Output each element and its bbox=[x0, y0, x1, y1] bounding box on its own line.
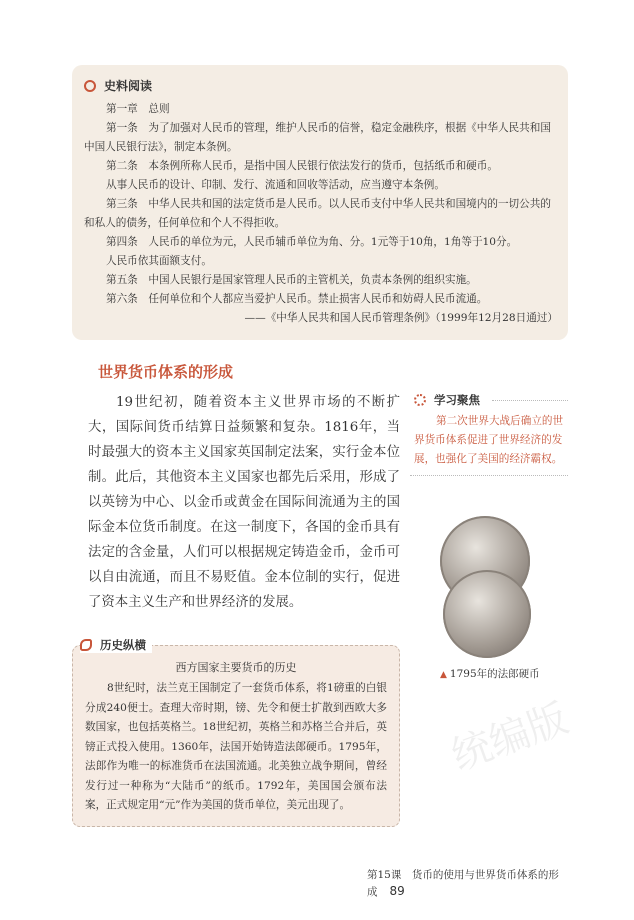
reading-icon bbox=[84, 80, 96, 92]
article-1: 第一条 为了加强对人民币的管理，维护人民币的信誉，稳定金融秩序，根据《中华人民共和国中国人民银行法》，制定本条例。 bbox=[84, 122, 551, 153]
right-column bbox=[410, 390, 575, 780]
watermark: 统编版 bbox=[445, 695, 575, 780]
article-6: 第六条 任何单位和个人都应当爱护人民币。禁止损害人民币和妨碍人民币流通。 bbox=[106, 293, 488, 305]
history-subtitle: 西方国家主要货币的历史 bbox=[175, 661, 297, 674]
box-title: 史料阅读 bbox=[104, 79, 153, 93]
history-icon bbox=[80, 639, 92, 651]
content-row bbox=[72, 390, 575, 827]
figure-caption bbox=[440, 666, 568, 683]
page-number: 89 bbox=[389, 883, 405, 898]
focus-text: 第二次世界大战后确立的世界货币体系促进了世界经济的发展，也强化了美国的经济霸权。 bbox=[414, 415, 564, 465]
history-text: 8世纪时，法兰克王国制定了一套货币体系，将1磅重的白银分成240便士。查理大帝时期，镑、先令和便士扩散到西欧大多数国家，也包括英格兰。18世纪初，英格兰和苏格兰合并后，英镑正式投入使用。1360年，法国开始铸造法郎硬币。1795年，法郎作为唯一的标准货币在法国流通。北美独立战争期间，曾经发行过一种称为“大陆币”的纸币。1792年，美国国会颁布法案，正式规定用“元”作为美国的货币单位，美元出现了。 bbox=[85, 682, 387, 811]
main-paragraph: 19世纪初，随着资本主义世界市场的不断扩大，国际间货币结算日益频繁和复杂。1816年，当时最强大的资本主义国家英国制定法案，实行金本位制。此后，其他资本主义国家也都先后采用，形成了以英镑为中心、以金币或黄金在国际间流通为主的国际金本位货币制度。在这一制度下，各国的金币具有法定的含金量，人们可以根据规定铸造金币，金币可以自由流通，而且不易贬值。金本位制的实行，促进了资本主义生产和世界经济的发展。 bbox=[88, 395, 400, 610]
article-3: 第三条 中华人民共和国的法定货币是人民币。以人民币支付中华人民共和国境内的一切公共的和私人的债务，任何单位和个人不得拒收。 bbox=[84, 198, 551, 229]
focus-icon bbox=[414, 394, 426, 406]
article-4b: 人民币依其面额支付。 bbox=[106, 255, 212, 267]
history-title: 历史纵横 bbox=[100, 638, 146, 652]
article-2b: 从事人民币的设计、印制、发行、流通和回收等活动，应当遵守本条例。 bbox=[106, 179, 445, 191]
history-header bbox=[80, 637, 152, 653]
triangle-icon: ▲ bbox=[440, 670, 447, 680]
page-footer bbox=[367, 867, 568, 900]
focus-box bbox=[410, 392, 568, 476]
chapter-line: 第一章 总则 bbox=[106, 103, 170, 115]
history-section bbox=[72, 637, 400, 827]
coin-reverse-image bbox=[443, 570, 531, 658]
source-reading-box bbox=[72, 65, 568, 340]
coin-figure bbox=[440, 516, 568, 658]
source-citation: ——《中华人民共和国人民币管理条例》（1999年12月28日通过） bbox=[244, 312, 558, 324]
history-box bbox=[72, 645, 400, 827]
caption-text: 1795年的法郎硬币 bbox=[449, 668, 540, 680]
article-5: 第五条 中国人民银行是国家管理人民币的主管机关，负责本条例的组织实施。 bbox=[106, 274, 477, 286]
focus-title: 学习聚焦 bbox=[434, 393, 480, 407]
left-column bbox=[72, 390, 400, 827]
article-2: 第二条 本条例所称人民币，是指中国人民银行依法发行的货币，包括纸币和硬币。 bbox=[106, 160, 498, 172]
section-heading: 世界货币体系的形成 bbox=[98, 363, 234, 381]
article-4: 第四条 人民币的单位为元，人民币辅币单位为角、分。1元等于10角，1角等于10分。 bbox=[106, 236, 518, 248]
lesson-title: 第15课 货币的使用与世界货币体系的形成 bbox=[367, 868, 559, 898]
